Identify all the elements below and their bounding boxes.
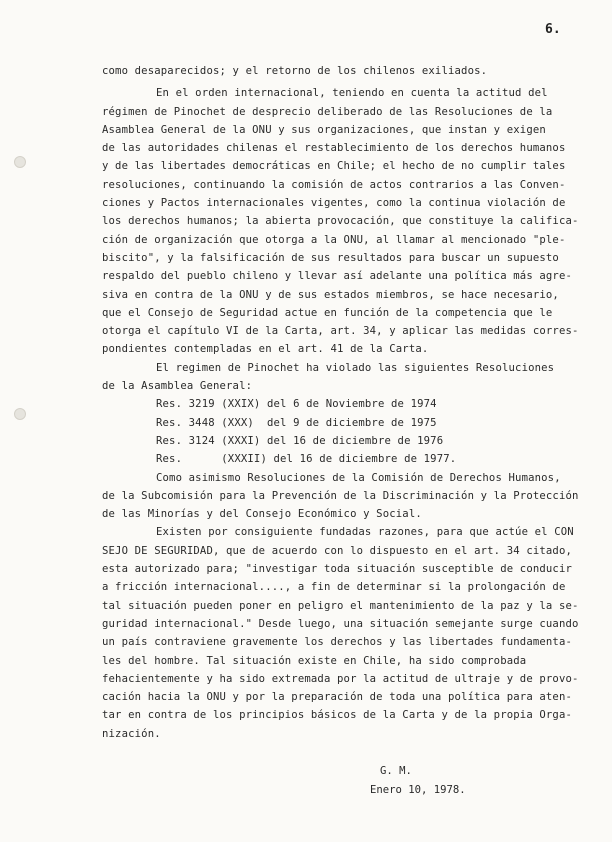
paragraph-2 (102, 359, 580, 396)
punch-hole (14, 156, 26, 168)
text-line: que el Consejo de Seguridad actue en función de la competencia que le (102, 306, 553, 319)
text-line: cación hacia la ONU y por la preparación de toda una política para aten- (102, 691, 573, 704)
text-line: Existen por consiguiente fundadas razones, para que actúe el CON (156, 526, 574, 539)
text-line: SEJO DE SEGURIDAD, que de acuerdo con lo dispuesto en el art. 34 citado, (102, 544, 573, 557)
resolution-item: Res. 3448 (XXX) del 9 de diciembre de 1975 (156, 416, 437, 429)
text-line: siva en contra de la ONU y de sus estados miembros, se hace necesario, (102, 288, 559, 301)
text-line: ciones y Pactos internacionales vigentes, como la continua violación de (102, 197, 566, 210)
text-line: de las autoridades chilenas el restablecimiento de los derechos humanos (102, 142, 566, 155)
text-line: les del hombre. Tal situación existe en Chile, ha sido comprobada (102, 654, 527, 667)
punch-hole (14, 408, 26, 420)
text-line: de la Subcomisión para la Prevención de la Discriminación y la Protección (102, 489, 579, 502)
text-line: respaldo del pueblo chileno y llevar así adelante una política más agre- (102, 270, 573, 283)
signature-initials: G. M. (380, 765, 412, 777)
paragraph-4 (102, 523, 580, 743)
text-line: los derechos humanos; la abierta provocación, que constituye la califica- (102, 215, 579, 228)
text-line: de la Asamblea General: (102, 380, 253, 393)
text-line: fehacientemente y ha sido extremada por la actitud de ultraje y de provo- (102, 672, 579, 685)
text-line: guridad internacional." Desde luego, una situación semejante surge cuando (102, 617, 579, 630)
text-line: Como asimismo Resoluciones de la Comisión de Derechos Humanos, (156, 471, 561, 484)
text-line: a fricción internacional...., a fin de determinar si la prolongación de (102, 581, 566, 594)
resolution-item: Res. 3124 (XXXI) del 16 de diciembre de 1976 (156, 434, 444, 447)
text-line: Asamblea General de la ONU y sus organizaciones, que instan y exigen (102, 123, 546, 136)
text-line: y de las libertades democráticas en Chile; el hecho de no cumplir tales (102, 160, 566, 173)
paragraph-1 (102, 84, 580, 358)
text-line: régimen de Pinochet de desprecio deliberado de las Resoluciones de la (102, 105, 553, 118)
page-number: 6. (545, 22, 561, 37)
text-line: El regimen de Pinochet ha violado las siguientes Resoluciones (156, 361, 555, 374)
resolution-item: Res. (XXXII) del 16 de diciembre de 1977. (156, 453, 457, 466)
resolution-item: Res. 3219 (XXIX) del 6 de Noviembre de 1974 (156, 398, 437, 411)
text-line: En el orden internacional, teniendo en cuenta la actitud del (156, 87, 548, 100)
text-line: esta autorizado para; "investigar toda situación susceptible de conducir (102, 563, 573, 576)
resolution-list (102, 395, 580, 468)
document-body (102, 62, 580, 743)
text-line: biscito", y la falsificación de sus resultados para buscar un supuesto (102, 251, 559, 264)
text-line: de las Minorías y del Consejo Económico y Social. (102, 508, 422, 521)
text-line: nización. (102, 727, 161, 740)
text-line: como desaparecidos; y el retorno de los chilenos exiliados. (102, 65, 488, 77)
signature-block (370, 762, 466, 800)
text-line: tar en contra de los principios básicos de la Carta y de la propia Orga- (102, 709, 573, 722)
paragraph-0 (102, 62, 580, 80)
text-line: resoluciones, continuando la comisión de actos contrarios a las Conven- (102, 178, 566, 191)
text-line: un país contraviene gravemente los derechos y las libertades fundamenta- (102, 636, 573, 649)
signature-date: Enero 10, 1978. (370, 784, 466, 796)
text-line: pondientes contempladas en el art. 41 de la Carta. (102, 343, 429, 356)
text-line: tal situación pueden poner en peligro el mantenimiento de la paz y la se- (102, 599, 579, 612)
paragraph-3 (102, 469, 580, 524)
text-line: ción de organización que otorga a la ONU, al llamar al mencionado "ple- (102, 233, 566, 246)
text-line: otorga el capítulo VI de la Carta, art. 34, y aplicar las medidas corres- (102, 325, 579, 338)
